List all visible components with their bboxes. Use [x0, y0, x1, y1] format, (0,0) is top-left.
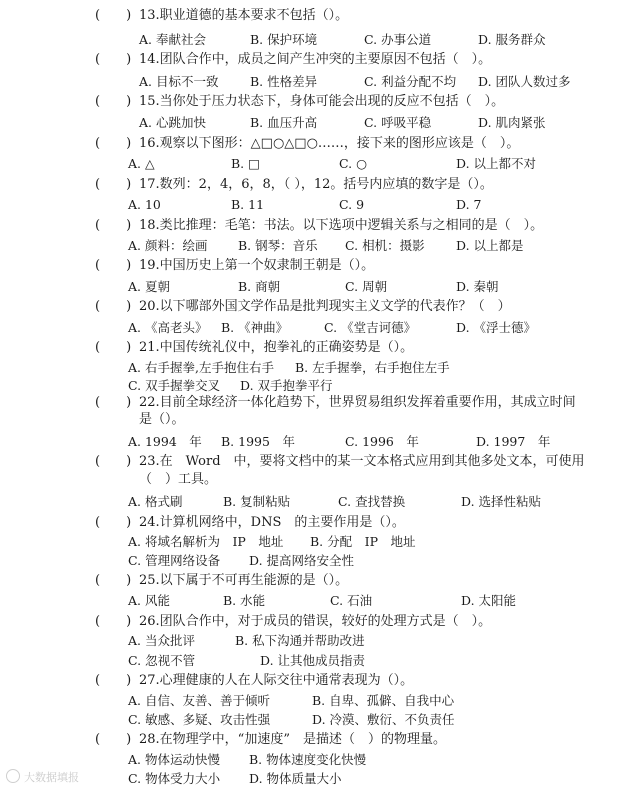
watermark-text: 大数据填报: [24, 771, 79, 784]
option-a: A. △: [128, 156, 155, 171]
option-c: C. 敏感、多疑、攻击性强: [128, 712, 271, 727]
option-a: A. 10: [128, 197, 161, 212]
option-b: B. 复制粘贴: [223, 494, 291, 509]
option-b: B. 水能: [223, 593, 266, 608]
option-d: D. 以上都不对: [456, 156, 537, 171]
option-d: D. 太阳能: [461, 593, 517, 608]
option-c: C. 办事公道: [364, 32, 432, 47]
answer-blank[interactable]: ( ): [95, 8, 132, 23]
option-b: B. 自卑、孤僻、自我中心: [312, 693, 455, 708]
question-text: 22.目前全球经济一体化趋势下，世界贸易组织发挥着重要作用，其成立时间: [139, 395, 576, 410]
option-a: A. 当众批评: [128, 633, 195, 648]
answer-blank[interactable]: ( ): [95, 177, 132, 192]
option-b: B. 商朝: [238, 279, 281, 294]
option-a: A. 物体运动快慢: [128, 752, 220, 767]
option-d: D. 双手抱拳平行: [240, 378, 333, 393]
option-a: A. 风能: [128, 593, 170, 608]
answer-blank[interactable]: ( ): [95, 515, 132, 530]
option-d: D. 让其他成员指责: [260, 653, 366, 668]
option-a: A. 将域名解析为 IP 地址: [128, 534, 284, 549]
option-d: D. 冷漠、敷衍、不负责任: [312, 712, 455, 727]
question-continuation: 是（）。: [139, 412, 185, 427]
question-text: 28.在物理学中，“加速度” 是描述（ ）的物理量。: [139, 732, 446, 747]
option-b: B. □: [231, 156, 260, 171]
option-a: A. 《高老头》: [128, 320, 208, 335]
answer-blank[interactable]: ( ): [95, 258, 132, 273]
option-d: D. 7: [456, 197, 482, 212]
option-b: B. 《神曲》: [221, 320, 289, 335]
option-a: A. 1994 年: [128, 434, 202, 449]
answer-blank[interactable]: ( ): [95, 454, 132, 469]
question-text: 17.数列：2，4，6，8，（ ），12。括号内应填的数字是（）。: [139, 177, 493, 192]
option-b: B. 左手握拳，右手抱住左手: [295, 360, 450, 375]
weibo-logo-icon: [6, 769, 20, 783]
option-b: B. 保护环境: [250, 32, 318, 47]
option-c: C. 呼吸平稳: [364, 115, 432, 130]
option-a: A. 奉献社会: [139, 32, 206, 47]
answer-blank[interactable]: ( ): [95, 573, 132, 588]
option-d: D. 以上都是: [456, 238, 524, 253]
option-c: C. 相机：摄影: [345, 238, 425, 253]
option-c: C. 《堂吉诃德》: [324, 320, 417, 335]
option-d: D. 服务群众: [478, 32, 546, 47]
option-d: D. 选择性粘贴: [461, 494, 542, 509]
answer-blank[interactable]: ( ): [95, 299, 132, 314]
question-text: 15.当你处于压力状态下，身体可能会出现的反应不包括（ ）。: [139, 94, 505, 109]
option-b: B. 血压升高: [250, 115, 318, 130]
option-b: B. 分配 IP 地址: [310, 534, 416, 549]
option-d: D. 秦朝: [456, 279, 499, 294]
question-text: 27.心理健康的人在人际交往中通常表现为（）。: [139, 673, 414, 688]
question-text: 19.中国历史上第一个奴隶制王朝是（）。: [139, 258, 375, 273]
option-a: A. 心跳加快: [139, 115, 206, 130]
option-d: D. 《浮士德》: [456, 320, 537, 335]
option-a: A. 目标不一致: [139, 74, 219, 89]
option-a: A. 颜料：绘画: [128, 238, 208, 253]
watermark: [6, 768, 79, 788]
option-c: C. 管理网络设备: [128, 553, 221, 568]
question-text: 14.团队合作中，成员之间产生冲突的主要原因不包括（ ）。: [139, 52, 492, 67]
option-b: B. 1995 年: [221, 434, 295, 449]
option-c: C. 查找替换: [338, 494, 406, 509]
option-d: D. 提高网络安全性: [249, 553, 355, 568]
option-c: C. 忽视不管: [128, 653, 196, 668]
question-text: 24.计算机网络中，DNS 的主要作用是（）。: [139, 515, 405, 530]
answer-blank[interactable]: ( ): [95, 136, 132, 151]
question-text: 23.在 Word 中，要将文档中的某一文本格式应用到其他多处文本，可使用: [139, 454, 585, 469]
answer-blank[interactable]: ( ): [95, 732, 132, 747]
option-c: C. 双手握拳交叉: [128, 378, 221, 393]
option-d: D. 团队人数过多: [478, 74, 571, 89]
option-d: D. 肌肉紧张: [478, 115, 546, 130]
question-text: 25.以下属于不可再生能源的是（）。: [139, 573, 349, 588]
option-c: C. ○: [339, 156, 367, 171]
answer-blank[interactable]: ( ): [95, 52, 132, 67]
option-d: D. 1997 年: [476, 434, 551, 449]
option-b: B. 11: [231, 197, 265, 212]
question-text: 26.团队合作中，对于成员的错误，较好的处理方式是（ ）。: [139, 614, 492, 629]
option-a: A. 夏朝: [128, 279, 170, 294]
question-text: 16.观察以下图形：△□○△□○……，接下来的图形应该是（ ）。: [139, 136, 520, 151]
option-b: B. 物体速度变化快慢: [249, 752, 367, 767]
answer-blank[interactable]: ( ): [95, 395, 132, 410]
answer-blank[interactable]: ( ): [95, 218, 132, 233]
option-c: C. 1996 年: [345, 434, 419, 449]
option-b: B. 性格差异: [250, 74, 318, 89]
option-c: C. 物体受力大小: [128, 771, 221, 786]
question-text: 13.职业道德的基本要求不包括（）。: [139, 8, 349, 23]
option-b: B. 私下沟通并帮助改进: [235, 633, 365, 648]
option-c: C. 9: [339, 197, 365, 212]
option-c: C. 周朝: [345, 279, 388, 294]
option-a: A. 自信、友善、善于倾听: [128, 693, 270, 708]
question-continuation: （ ）工具。: [139, 472, 218, 487]
answer-blank[interactable]: ( ): [95, 340, 132, 355]
question-text: 20.以下哪部外国文学作品是批判现实主义文学的代表作？（ ）: [139, 299, 511, 314]
answer-blank[interactable]: ( ): [95, 94, 132, 109]
option-a: A. 右手握拳,左手抱住右手: [128, 360, 274, 375]
answer-blank[interactable]: ( ): [95, 614, 132, 629]
question-text: 18.类比推理：毛笔：书法。以下选项中逻辑关系与之相同的是（ ）。: [139, 218, 544, 233]
option-d: D. 物体质量大小: [249, 771, 342, 786]
answer-blank[interactable]: ( ): [95, 673, 132, 688]
option-c: C. 利益分配不均: [364, 74, 457, 89]
option-a: A. 格式刷: [128, 494, 183, 509]
option-b: B. 钢琴：音乐: [238, 238, 318, 253]
question-text: 21.中国传统礼仪中，抱拳礼的正确姿势是（）。: [139, 340, 414, 355]
option-c: C. 石油: [330, 593, 373, 608]
